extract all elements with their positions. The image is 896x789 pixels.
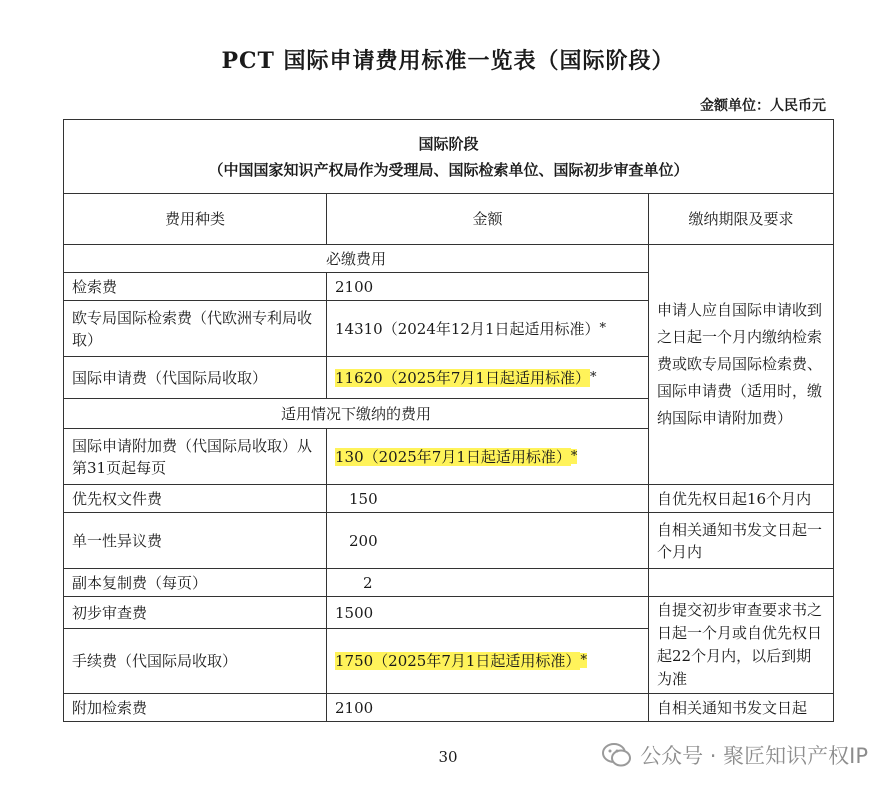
fee-amount: 200	[327, 513, 649, 569]
table-row	[64, 597, 834, 629]
wechat-watermark	[602, 740, 868, 770]
fee-table	[63, 119, 834, 722]
requirement-cell-empty	[649, 569, 834, 597]
fee-name: 国际申请费（代国际局收取）	[64, 357, 327, 399]
requirement-cell: 申请人应自国际申请收到之日起一个月内缴纳检索费或欧专局国际检索费、国际申请费（适用时，缴纳国际申请附加费）	[649, 245, 834, 485]
table-row	[64, 485, 834, 513]
requirement-cell: 自相关通知书发文日起一个月内	[649, 513, 834, 569]
table-header-title: 国际阶段	[418, 134, 479, 153]
column-header-requirements: 缴纳期限及要求	[649, 194, 834, 245]
table-row	[64, 694, 834, 722]
fee-name: 附加检索费	[64, 694, 327, 722]
table-row	[64, 513, 834, 569]
currency-unit-label: 金额单位：人民币元	[700, 98, 826, 114]
document-title: PCT 国际申请费用标准一览表（国际阶段）	[221, 48, 675, 74]
section-conditional-fees: 适用情况下缴纳的费用	[64, 399, 649, 429]
fee-amount: 2100	[327, 694, 649, 722]
fee-name: 初步审查费	[64, 597, 327, 629]
highlighted-amount: 130（2025年7月1日起适用标准）	[335, 447, 571, 466]
table-header-subtitle: （中国国家知识产权局作为受理局、国际检索单位、国际初步审查单位）	[208, 160, 689, 179]
watermark-text: 公众号 · 聚匠知识产权IP	[640, 744, 868, 768]
column-header-amount: 金额	[327, 194, 649, 245]
page-number: 30	[438, 748, 458, 766]
fee-name: 国际申请附加费（代国际局收取）从第31页起每页	[64, 429, 327, 485]
fee-amount: 1750（2025年7月1日起适用标准）*	[327, 629, 649, 694]
table-header	[64, 120, 834, 194]
fee-name: 优先权文件费	[64, 485, 327, 513]
column-header-fee-type: 费用种类	[64, 194, 327, 245]
fee-name: 副本复制费（每页）	[64, 569, 327, 597]
fee-name: 检索费	[64, 273, 327, 301]
fee-name: 手续费（代国际局收取）	[64, 629, 327, 694]
requirement-cell: 自优先权日起16个月内	[649, 485, 834, 513]
highlighted-amount: 1750（2025年7月1日起适用标准）	[335, 652, 581, 671]
table-row	[64, 569, 834, 597]
fee-amount: 1500	[327, 597, 649, 629]
fee-amount: 150	[327, 485, 649, 513]
fee-amount: 2100	[327, 273, 649, 301]
wechat-icon	[602, 742, 632, 768]
fee-amount: 130（2025年7月1日起适用标准）*	[327, 429, 649, 485]
requirement-cell: 自相关通知书发文日起	[649, 694, 834, 722]
fee-name: 欧专局国际检索费（代欧洲专利局收取）	[64, 301, 327, 357]
highlighted-amount: 11620（2025年7月1日起适用标准）	[335, 368, 590, 387]
fee-name: 单一性异议费	[64, 513, 327, 569]
requirement-cell: 自提交初步审查要求书之日起一个月或自优先权日起22个月内，以后到期为准	[649, 597, 834, 694]
fee-amount: 14310（2024年12月1日起适用标准）*	[327, 301, 649, 357]
section-mandatory-fees: 必缴费用	[64, 245, 649, 273]
fee-amount: 11620（2025年7月1日起适用标准）*	[327, 357, 649, 399]
fee-amount: 2	[327, 569, 649, 597]
